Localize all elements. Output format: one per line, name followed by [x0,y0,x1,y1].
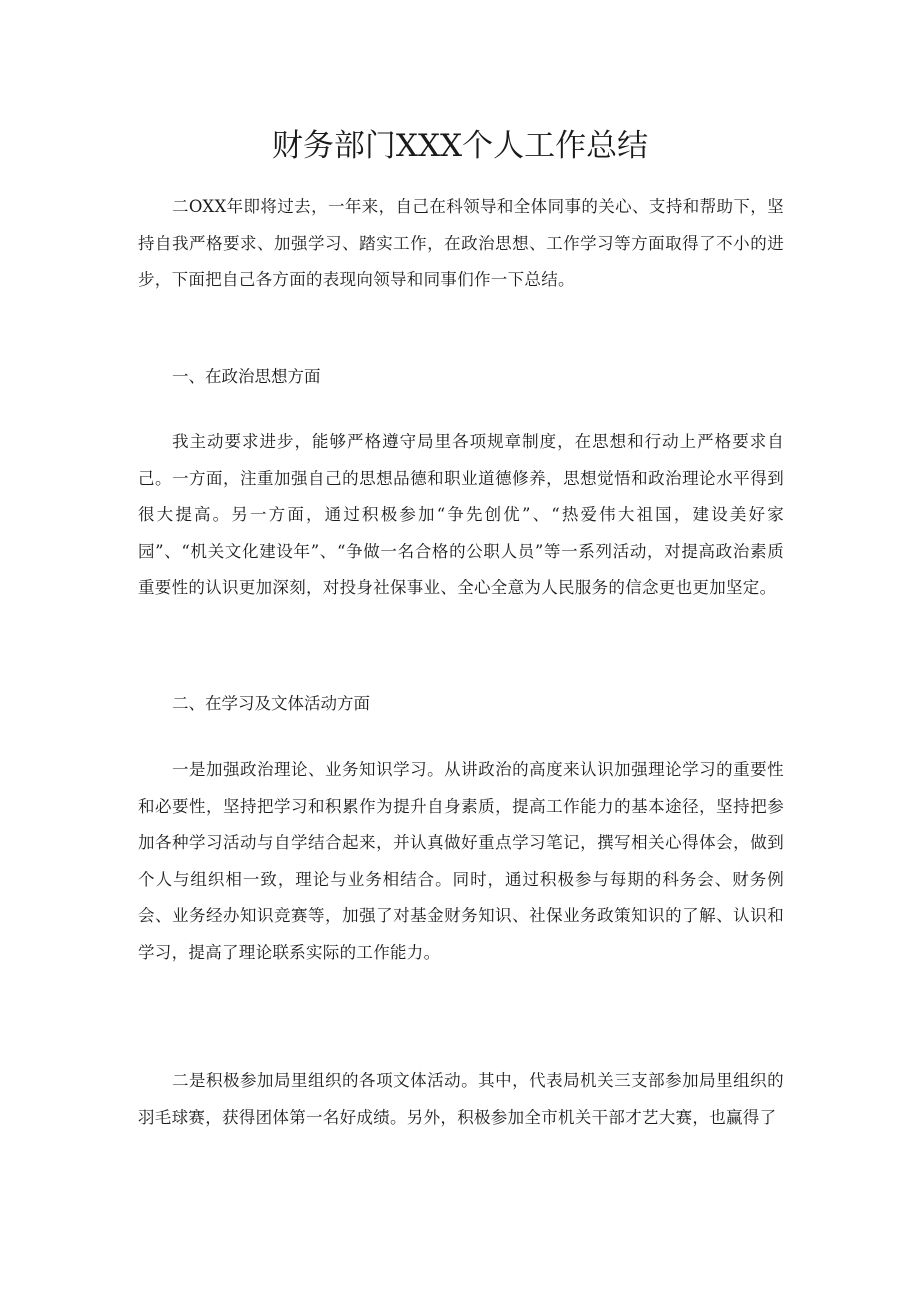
study-paragraph: 一是加强政治理论、业务知识学习。从讲政治的高度来认识加强理论学习的重要性和必要性，坚持把学习和积累作为提升自身素质，提高工作能力的基本途径，坚持把参加各种学习活动与自学结合起来，并认真做好重点学习笔记，撰写相关心得体会，做到个人与组织相一致，理论与业务相结合。同时，通过积极参与每期的科务会、财务例会、业务经办知识竞赛等，加强了对基金财务知识、社保业务政策知识的了解、认识和学习，提高了理论联系实际的工作能力。 [138,760,784,962]
activities-paragraph: 二是积极参加局里组织的各项文体活动。其中，代表局机关三支部参加局里组织的羽毛球赛，获得团体第一名好成绩。另外，积极参加全市机关干部才艺大赛，也赢得了 [138,1071,784,1127]
intro-paragraph: 二OXX年即将过去，一年来，自己在科领导和全体同事的关心、支持和帮助下，坚持自我严格要求、加强学习、踏实工作，在政治思想、工作学习等方面取得了不小的进步，下面把自己各方面的表现向领导和同事们作一下总结。 [138,197,784,290]
section-heading-political: 一、在政治思想方面 [172,367,321,386]
document-title: 财务部门XXX个人工作总结 [271,128,649,164]
section-heading-study: 二、在学习及文体活动方面 [172,694,370,713]
political-paragraph: 我主动要求进步，能够严格遵守局里各项规章制度，在思想和行动上严格要求自己。一方面，注重加强自己的思想品德和职业道德修养，思想觉悟和政治理论水平得到很大提高。另一方面，通过积极参加“争先创优”、“热爱伟大祖国，建设美好家园”、“机关文化建设年”、“争做一名合格的公职人员”等一系列活动，对提高政治素质重要性的认识更加深刻，对投身社保事业、全心全意为人民服务的信念更也更加坚定。 [138,432,784,598]
